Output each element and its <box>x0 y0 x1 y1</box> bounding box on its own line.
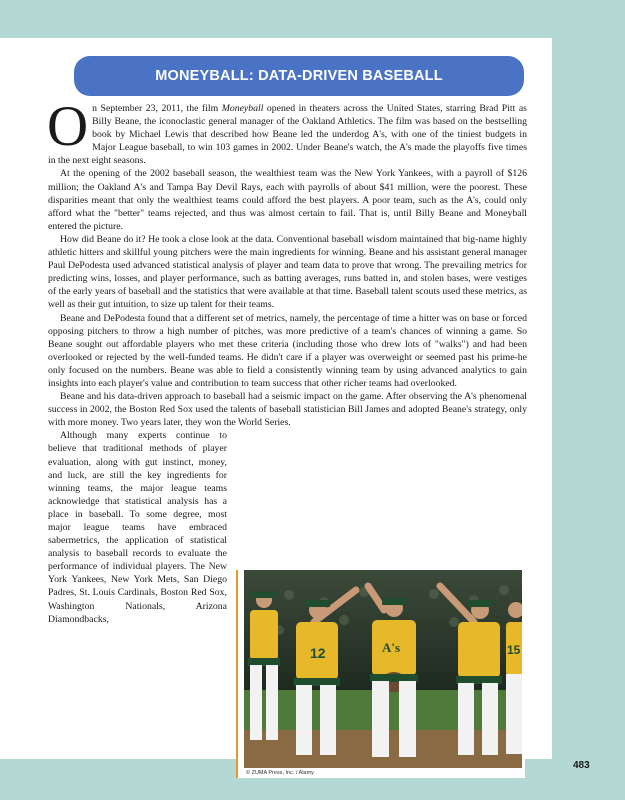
paragraph-3: How did Beane do it? He took a close look at the data. Conventional baseball wisdom maintained that big-name highly athletic hitters and skillful young pitchers were the main ingredients for winning. Beane and his assistant general manager Paul DePodesta used advanced statistical analysis of player and team data to prove that wrong. The prevailing metrics for predicting wins, losses, and player performance, such as batting averages, runs batted in, and stolen bases, were vestiges of the early years of baseball and the statistics that were available at that time. Baseball talent scouts used these metrics, as well as their gut intuition, to size up talent for their teams. <box>48 233 527 311</box>
photo-credit: © ZUMA Press, Inc. / Alamy <box>246 770 314 776</box>
paragraph-6: Although many experts continue to believe that traditional methods of player evaluation, along with gut instinct, money, and luck, are still the key ingredients for winning teams, the major league teams acknowledge that statistical analysis has a place in baseball. To some degree, most major league teams have embraced sabermetrics, the application of statistical analysis to baseball records to evaluate the performance of individual players. The New York Yankees, New York Mets, San Diego Padres, St. Louis Cardinals, Boston Red Sox, Washington Nationals, Arizona Diamondbacks, <box>48 429 527 625</box>
page-number: 483 <box>573 760 590 771</box>
jersey-number-15: 15 <box>507 643 521 657</box>
film-title: Moneyball <box>221 103 264 114</box>
player-15 <box>506 602 522 754</box>
players-high-five-illustration <box>244 570 522 768</box>
section-banner <box>74 56 524 96</box>
paragraph-5: Beane and his data-driven approach to baseball had a seismic impact on the game. After observing the A's phenomenal success in 2002, the Boston Red Sox used the talents of baseball statistician Bill James and adopted Beane's strategy, only with more money. Two years later, they won the World Series. <box>48 391 527 429</box>
svg-text:A's: A's <box>382 640 401 655</box>
banner-title: MONEYBALL: DATA-DRIVEN BASEBALL <box>155 68 443 84</box>
photo-figure <box>236 570 525 778</box>
paragraph-1: On September 23, 2011, the film Moneyball opened in theaters across the United States, starring Brad Pitt as Billy Beane, the iconoclastic general manager of the Oakland Athletics. The film was based on the bestselling book by Michael Lewis that described how Beane led the underdog A's, with one of the tiniest budgets in Major League baseball, to win 103 games in 2002. Under Beane's watch, the A's made the playoffs five times in the next eight seasons. <box>47 95 527 167</box>
paragraph-4: Beane and DePodesta found that a different set of metrics, namely, the percentage of time a hitter was on base or forced opposing pitchers to throw a high number of pitches, was more predictive of a team's chances of winning a game. So Beane sought out affordable players who met these criteria (including those who drew lots of "walks") and had been overlooked or rejected by the well-funded teams. He didn't care if a player was overweight or seemed past his prime-he only focused on the numbers. Beane was able to field a consistently winning team by using advanced analytics to gain insights into each player's value and contribution to team success that other richer teams had overlooked. <box>48 312 527 389</box>
paragraph-2: At the opening of the 2002 baseball season, the wealthiest team was the New York Yankees, with a payroll of $126 million; the Oakland A's and Tampa Bay Devil Rays, each with payrolls of about $41 million, were the poorest. These disparities meant that only the wealthiest teams could afford the best players. A poor team, such as the A's, could only afford what the "better" teams rejected, and thus was almost certain to fail. That is, until Billy Beane and Moneyball entered the picture. <box>48 168 527 232</box>
jersey-number-12: 12 <box>310 645 326 661</box>
article-body <box>47 95 527 634</box>
drop-cap: O <box>47 95 89 158</box>
page <box>0 38 552 776</box>
team-celebration-photo <box>244 570 522 768</box>
